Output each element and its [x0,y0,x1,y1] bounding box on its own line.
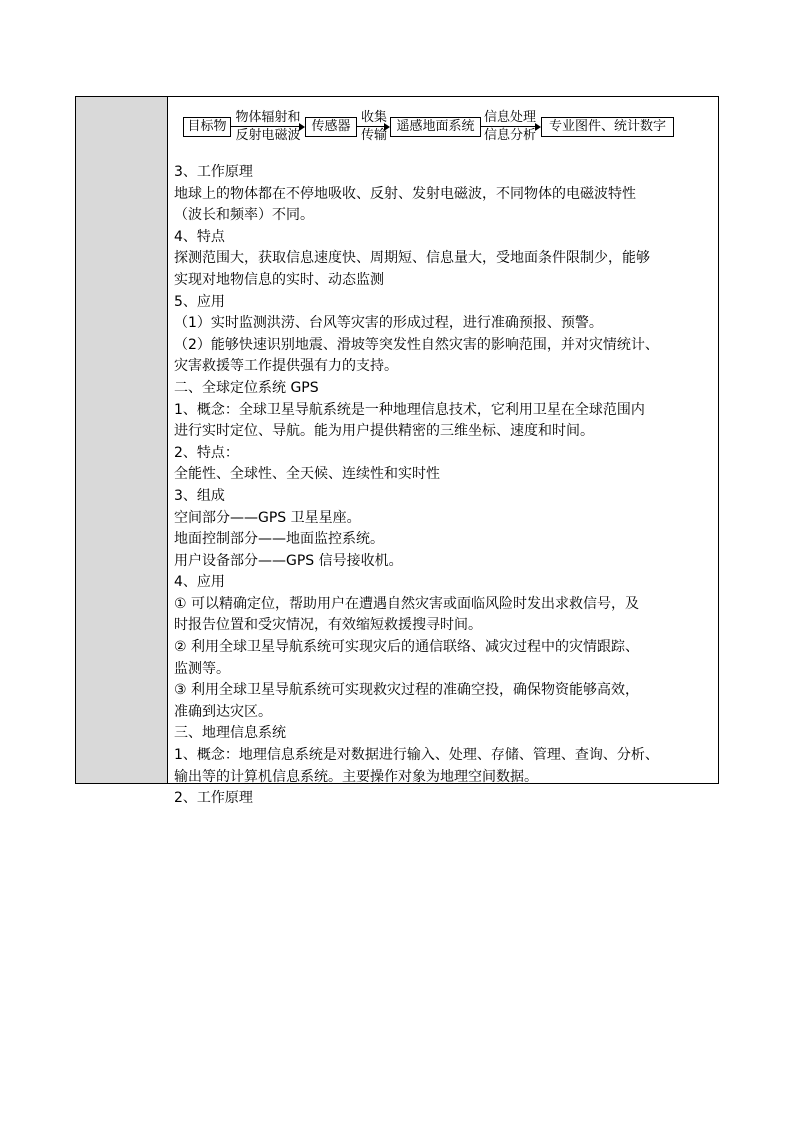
table-content-cell [168,97,718,807]
flow-box-sensor: 传感器 [305,117,357,137]
text-line: 地面控制部分——地面监控系统。 [174,531,384,548]
text-line: 1、概念：全球卫星导航系统是一种地理信息技术，它利用卫星在全球范围内 [174,401,645,418]
table-left-column [76,97,168,783]
text-line: 灾害救援等工作提供强有力的支持。 [174,358,398,375]
flow-box-ground-system: 遥感地面系统 [390,117,481,137]
text-line: 二、全球定位系统 GPS [174,379,319,396]
flow-label-processing: 信息处理 [483,110,536,125]
text-line: 实现对地物信息的实时、动态监测 [174,271,384,288]
flow-label-radiation-bottom: 反射电磁波 [235,128,301,143]
text-line: （波长和频率）不同。 [174,207,314,224]
text-line: 准确到达灾区。 [174,703,272,720]
text-line: ① 可以精确定位，帮助用户在遭遇自然灾害或面临风险时发出求救信号，及 [174,595,639,612]
text-line: 时报告位置和受灾情况，有效缩短救援搜寻时间。 [174,617,482,634]
document-table [75,96,719,807]
text-line: 空间部分——GPS 卫星星座。 [174,509,361,526]
text-line: 2、工作原理 [174,790,253,807]
text-line: 用户设备部分——GPS 信号接收机。 [174,552,403,569]
flow-label-collect: 收集 [360,110,387,125]
text-line: 4、特点 [174,228,225,245]
text-line: 探测范围大，获取信息速度快、周期短、信息量大，受地面条件限制少，能够 [174,250,650,267]
flow-box-output: 专业图件、统计数字 [541,117,674,137]
text-line: 监测等。 [174,660,230,677]
flow-box-target: 目标物 [183,117,231,137]
text-line: 4、应用 [174,574,225,591]
flow-label-analysis: 信息分析 [483,128,536,143]
remote-sensing-flow-diagram [174,97,712,157]
text-line: ③ 利用全球卫星导航系统可实现救灾过程的准确空投，确保物资能够高效， [174,682,639,699]
text-line: （1）实时监测洪涝、台风等灾害的形成过程，进行准确预报、预警。 [174,315,603,332]
flow-label-radiation-top: 物体辐射和 [235,110,301,125]
text-line: 三、地理信息系统 [174,725,286,742]
text-line: 3、工作原理 [174,164,253,180]
text-line: 进行实时定位、导航。能为用户提供精密的三维坐标、速度和时间。 [174,423,594,440]
flow-label-transmit: 传输 [360,128,387,143]
document-body-text [174,162,714,810]
text-line: ② 利用全球卫星导航系统可实现灾后的通信联络、减灾过程中的灾情跟踪、 [174,639,639,656]
text-line: 2、特点： [174,444,239,461]
text-line: 地球上的物体都在不停地吸收、反射、发射电磁波，不同物体的电磁波特性 [174,185,636,202]
text-line: 3、组成 [174,487,225,504]
text-line: 全能性、全球性、全天候、连续性和实时性 [174,466,440,483]
text-line: 输出等的计算机信息系统。主要操作对象为地理空间数据。 [174,768,538,785]
text-line: 5、应用 [174,293,225,310]
text-line: （2）能够快速识别地震、滑坡等突发性自然灾害的影响范围，并对灾情统计、 [174,336,659,353]
text-line: 1、概念：地理信息系统是对数据进行输入、处理、存储、管理、查询、分析、 [174,747,659,764]
